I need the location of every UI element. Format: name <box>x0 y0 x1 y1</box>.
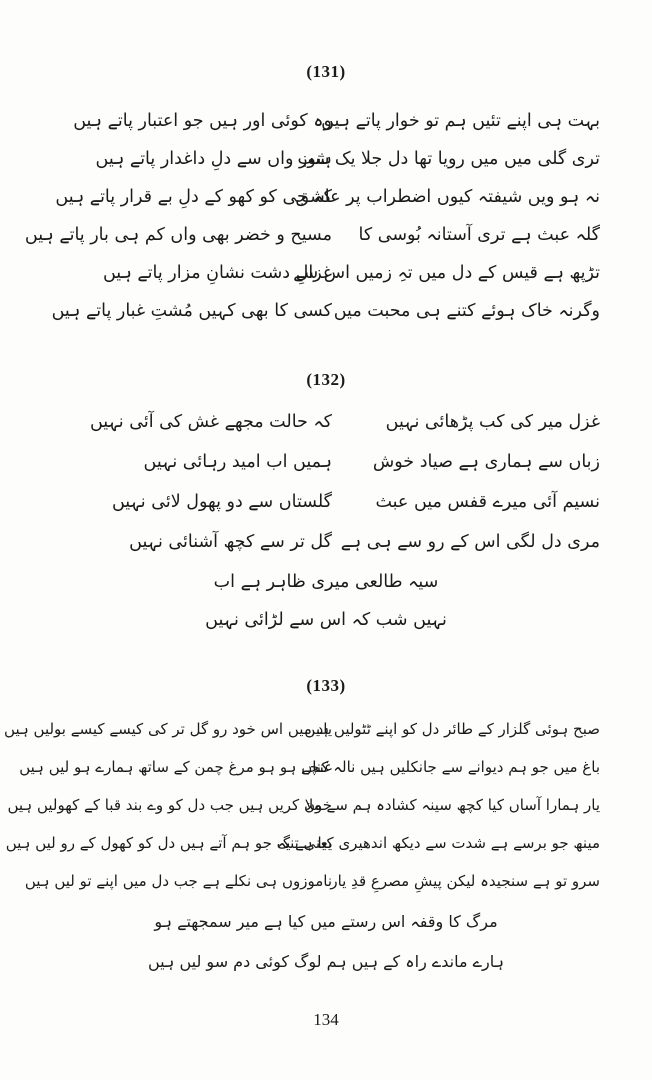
verse-line: گلستاں سے دو پھول لائی نہیں <box>111 492 332 512</box>
verse-line: نسیم آئی میرے قفس میں عبث <box>375 492 600 512</box>
verse-line: زباں سے ہماری ہے صیاد خوش <box>372 452 600 472</box>
verse-line: ہنوز واں سے دلِ داغدار پاتے ہیں <box>95 149 332 169</box>
verse-line: گل تر سے کچھ آشنائی نہیں <box>129 532 332 552</box>
page-number: 134 <box>313 1010 339 1029</box>
verse-line: تری گلی میں میں رویا تھا دل جلا یک شب <box>297 149 600 169</box>
verse-line: مری دل لگی اس کے رو سے ہی ہے <box>340 532 600 552</box>
verse-line: غنچے ہو ہو مرغ چمن کے ساتھ ہمارے ہو لیں ہیں <box>19 758 332 776</box>
verse-line: غزالِ دشت نشانِ مزار پاتے ہیں <box>102 263 332 283</box>
verse-line: مرگ کا وقفہ اس رستے میں کیا ہے میر سمجھتے ہو <box>154 912 498 931</box>
verse-line: نہ ہو ویں شیفتہ کیوں اضطراب پر عاشق <box>295 187 600 207</box>
verse-line: مسیح و خضر بھی واں کم ہی بار پاتے ہیں <box>24 225 332 245</box>
verse-line: کہ جی کو کھو کے دلِ بے قرار پاتے ہیں <box>55 187 332 207</box>
verse-line: خون کریں ہیں جب دل کو وے بند قبا کے کھولیں ہیں <box>7 796 332 814</box>
ghazal-number: (132) <box>306 370 346 389</box>
verse-line: غزل میر کی کب پڑھائی نہیں <box>385 412 600 432</box>
ghazal-number: (133) <box>306 676 346 695</box>
verse-line: مینھ جو برسے ہے شدت سے دیکھ اندھیری کیا ہے یہ <box>277 834 600 852</box>
verse-line: سیہ طالعی میری ظاہر ہے اب <box>213 572 439 592</box>
verse-line: ہارے ماندے راہ کے ہیں ہم لوگ کوئی دم سو لیں ہیں <box>147 952 504 971</box>
verse-line: وگرنہ خاک ہوئے کتنے ہی محبت میں <box>333 301 600 321</box>
verse-line: یار ہمارا آساں کیا کچھ سینہ کشادہ ہم سے ملا <box>304 796 600 814</box>
verse-line: یعنی تنگ جو ہم آتے ہیں دل کو کھول کے رو لیں ہیں <box>5 834 332 852</box>
ghazal-number: (131) <box>306 62 346 81</box>
verse-line: تڑپھ ہے قیس کے دل میں تہِ زمیں اس سے <box>293 263 600 283</box>
verse-line: سرو تو ہے سنجیدہ لیکن پیشِ مصرعِ قدِ یار <box>330 872 600 890</box>
verse-line: نہیں شب کہ اس سے لڑائی نہیں <box>205 610 447 630</box>
verse-line: ناموزوں ہی نکلے ہے جب دل میں اپنے تو لیں ہیں <box>24 872 332 890</box>
verse-line: بہت ہی اپنے تئیں ہم تو خوار پاتے ہیں <box>321 111 600 131</box>
verse-line: یاد میں اس خود رو گل تر کی کیسے کیسے بولیں ہیں <box>4 720 332 738</box>
verse-line: ہمیں اب امید رہائی نہیں <box>143 452 332 472</box>
verse-line: وہ کوئی اور ہیں جو اعتبار پاتے ہیں <box>73 111 332 131</box>
verse-line: گلہ عبث ہے تری آستانہ بُوسی کا <box>358 225 600 245</box>
verse-line: باغ میں جو ہم دیوانے سے جانکلیں ہیں نالہ کناں <box>301 758 600 776</box>
verse-line: کسی کا بھی کہیں مُشتِ غبار پاتے ہیں <box>51 301 332 321</box>
verse-line: صبح ہوئی گلزار کے طائر دل کو اپنے ٹٹولیں ہیں <box>304 720 600 738</box>
verse-line: کہ حالت مجھے غش کی آئی نہیں <box>89 412 332 432</box>
